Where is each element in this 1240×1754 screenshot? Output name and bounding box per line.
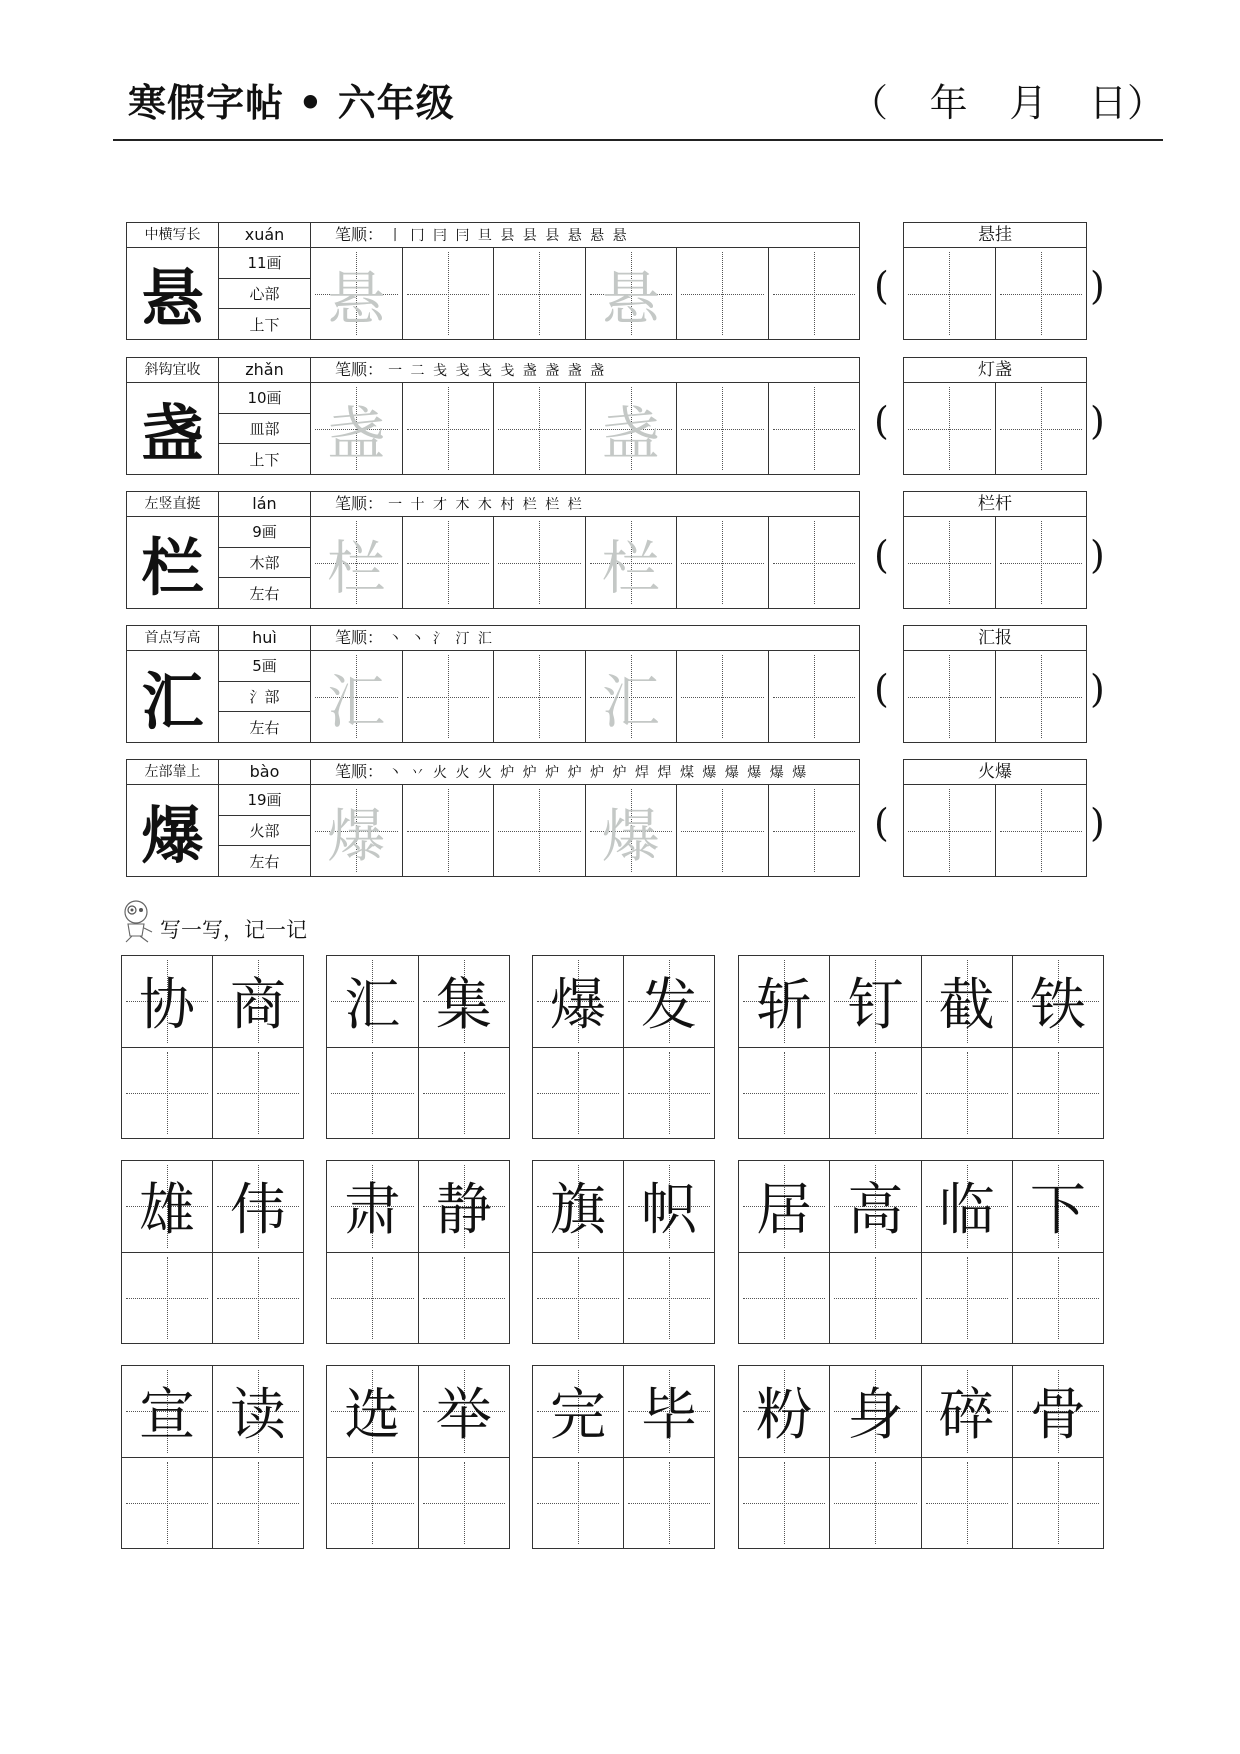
practice-column xyxy=(1013,1161,1103,1343)
practice-column xyxy=(830,1366,921,1548)
writing-cell[interactable] xyxy=(403,517,495,608)
radical: 氵部 xyxy=(219,682,310,713)
practice-column xyxy=(533,1161,624,1343)
writing-cell[interactable] xyxy=(533,1458,623,1549)
model-char: 斩 xyxy=(756,973,813,1039)
char-block xyxy=(126,222,860,340)
trace-char: 汇 xyxy=(601,667,660,736)
char-meta xyxy=(219,651,311,742)
model-char: 汇 xyxy=(344,973,401,1039)
model-cell xyxy=(739,1161,829,1253)
writing-cells xyxy=(311,248,859,339)
writing-cell[interactable] xyxy=(533,1253,623,1344)
stroke-order-label: 笔顺： xyxy=(335,628,384,647)
model-char: 协 xyxy=(139,973,195,1039)
practice-column xyxy=(122,956,213,1138)
writing-cell[interactable] xyxy=(624,1253,714,1344)
word-answer-box xyxy=(903,650,1087,743)
model-char: 盏 xyxy=(127,383,219,474)
stroke-sequence: 丶 丶 氵 汀 汇 xyxy=(388,631,494,647)
writing-cell[interactable] xyxy=(677,651,769,742)
writing-cell[interactable] xyxy=(311,517,403,608)
word-prompt: 灯盏 xyxy=(903,357,1087,382)
writing-cell[interactable] xyxy=(403,785,495,876)
model-char: 爆 xyxy=(550,973,606,1039)
word-answer-box xyxy=(903,382,1087,475)
practice-section-title: 写一写，记一记 xyxy=(160,918,307,942)
model-char: 雄 xyxy=(139,1178,195,1244)
writing-cell[interactable] xyxy=(213,1458,303,1549)
model-char: 帜 xyxy=(641,1178,697,1244)
model-cell xyxy=(533,956,623,1048)
practice-column xyxy=(830,956,921,1138)
writing-cell[interactable] xyxy=(586,785,678,876)
writing-cell[interactable] xyxy=(586,248,678,339)
model-cell xyxy=(922,1161,1012,1253)
practice-column xyxy=(419,1161,510,1343)
writing-cell[interactable] xyxy=(122,1048,212,1139)
writing-cell[interactable] xyxy=(904,248,996,339)
stroke-sequence: 丶 丷 火 火 火 炉 炉 炉 炉 炉 炉 焊 焊 煤 爆 爆 爆 爆 爆 xyxy=(388,765,809,781)
practice-word-group xyxy=(121,1365,304,1549)
model-char: 悬 xyxy=(127,248,219,339)
model-cell xyxy=(1013,1366,1103,1458)
practice-column xyxy=(327,1161,419,1343)
model-char: 旗 xyxy=(550,1178,606,1244)
practice-column xyxy=(739,956,830,1138)
writing-cell[interactable] xyxy=(996,248,1087,339)
practice-word-group xyxy=(326,1365,510,1549)
practice-column xyxy=(624,1161,714,1343)
char-meta xyxy=(219,517,311,608)
practice-word-group xyxy=(121,955,304,1139)
right-paren: ) xyxy=(1090,533,1105,577)
writing-cell[interactable] xyxy=(904,785,996,876)
word-answer-box xyxy=(903,247,1087,340)
char-meta xyxy=(219,785,311,876)
writing-cell[interactable] xyxy=(311,248,403,339)
model-char: 宣 xyxy=(139,1383,195,1449)
writing-cell[interactable] xyxy=(586,651,678,742)
char-meta xyxy=(219,248,311,339)
writing-cell[interactable] xyxy=(494,651,586,742)
stroke-order xyxy=(311,760,859,784)
writing-cell[interactable] xyxy=(327,1253,418,1344)
structure: 左右 xyxy=(249,584,280,603)
model-cell xyxy=(624,956,714,1048)
writing-cell[interactable] xyxy=(769,785,860,876)
date-month-label: 月 xyxy=(1009,81,1048,125)
stroke-count: 9画 xyxy=(219,517,310,548)
writing-cell[interactable] xyxy=(213,1048,303,1139)
stroke-order xyxy=(311,492,859,516)
stroke-count: 11画 xyxy=(219,248,310,279)
right-paren: ) xyxy=(1090,399,1105,443)
model-char: 汇 xyxy=(127,651,219,742)
date-day-label: 日） xyxy=(1088,81,1165,125)
writing-cell[interactable] xyxy=(769,651,860,742)
writing-cell[interactable] xyxy=(677,785,769,876)
model-char: 发 xyxy=(641,973,697,1039)
writing-cell[interactable] xyxy=(677,248,769,339)
radical: 木部 xyxy=(219,548,310,579)
model-char: 伟 xyxy=(230,1178,286,1244)
practice-word-group xyxy=(532,955,715,1139)
stroke-count: 10画 xyxy=(219,383,310,414)
writing-cell[interactable] xyxy=(311,651,403,742)
writing-cell[interactable] xyxy=(677,517,769,608)
writing-cell[interactable] xyxy=(769,383,860,474)
model-char: 完 xyxy=(550,1383,606,1449)
writing-cell[interactable] xyxy=(996,383,1087,474)
model-cell xyxy=(739,956,829,1048)
model-cell xyxy=(624,1161,714,1253)
left-paren: ( xyxy=(874,533,889,577)
practice-column xyxy=(419,1366,510,1548)
writing-cell[interactable] xyxy=(419,1048,510,1139)
model-cell xyxy=(533,1161,623,1253)
writing-cell[interactable] xyxy=(494,785,586,876)
practice-column xyxy=(1013,956,1103,1138)
writing-cell[interactable] xyxy=(739,1048,829,1139)
practice-column xyxy=(419,956,510,1138)
writing-tip: 左竖直挺 xyxy=(127,492,219,516)
practice-column xyxy=(922,956,1013,1138)
stroke-sequence: 一 二 戋 戋 戋 戋 盏 盏 盏 盏 xyxy=(388,363,607,379)
writing-cell[interactable] xyxy=(494,248,586,339)
stroke-order-label: 笔顺： xyxy=(335,494,384,513)
writing-cell[interactable] xyxy=(904,517,996,608)
model-char: 下 xyxy=(1029,1178,1086,1244)
writing-cell[interactable] xyxy=(1013,1458,1103,1549)
writing-cells xyxy=(311,383,859,474)
writing-cell[interactable] xyxy=(624,1048,714,1139)
stroke-order xyxy=(311,223,859,247)
model-cell xyxy=(1013,1161,1103,1253)
practice-column xyxy=(922,1161,1013,1343)
practice-word-group xyxy=(326,1160,510,1344)
writing-cell[interactable] xyxy=(922,1048,1012,1139)
practice-column xyxy=(327,956,419,1138)
trace-char: 悬 xyxy=(327,264,386,333)
model-cell xyxy=(922,956,1012,1048)
practice-column xyxy=(739,1161,830,1343)
practice-column xyxy=(1013,1366,1103,1548)
writing-tip: 首点写高 xyxy=(127,626,219,650)
practice-column xyxy=(739,1366,830,1548)
writing-cell[interactable] xyxy=(419,1458,510,1549)
right-paren: ) xyxy=(1090,801,1105,845)
word-prompt: 栏杆 xyxy=(903,491,1087,516)
model-char: 爆 xyxy=(127,785,219,876)
mascot-icon xyxy=(118,898,158,946)
practice-word-group xyxy=(532,1365,715,1549)
model-char: 截 xyxy=(938,973,995,1039)
practice-word-group xyxy=(738,1365,1104,1549)
structure: 左右 xyxy=(249,852,280,871)
model-char: 静 xyxy=(435,1178,492,1244)
structure: 上下 xyxy=(249,315,280,334)
model-cell xyxy=(533,1366,623,1458)
model-char: 粉 xyxy=(756,1383,813,1449)
word-prompt: 汇报 xyxy=(903,625,1087,650)
practice-word-group xyxy=(738,955,1104,1139)
page-title: 寒假字帖 • 六年级 xyxy=(128,80,455,125)
stroke-count: 5画 xyxy=(219,651,310,682)
writing-tip: 斜钩宜收 xyxy=(127,358,219,382)
trace-char: 盏 xyxy=(601,399,660,468)
writing-cell[interactable] xyxy=(769,517,860,608)
writing-cell[interactable] xyxy=(739,1253,829,1344)
stroke-order-label: 笔顺： xyxy=(335,762,384,781)
practice-word-group xyxy=(326,955,510,1139)
model-cell xyxy=(830,1366,920,1458)
model-cell xyxy=(624,1366,714,1458)
writing-cell[interactable] xyxy=(904,383,996,474)
writing-cell[interactable] xyxy=(327,1048,418,1139)
word-prompt: 火爆 xyxy=(903,759,1087,784)
trace-char: 栏 xyxy=(601,533,660,602)
stroke-order xyxy=(311,358,859,382)
practice-column xyxy=(327,1366,419,1548)
practice-column xyxy=(922,1366,1013,1548)
writing-cell[interactable] xyxy=(403,383,495,474)
writing-cell[interactable] xyxy=(624,1458,714,1549)
right-paren: ) xyxy=(1090,667,1105,711)
structure: 左右 xyxy=(249,718,280,737)
model-char: 身 xyxy=(847,1383,904,1449)
model-cell xyxy=(419,1366,510,1458)
writing-cell[interactable] xyxy=(830,1458,920,1549)
model-cell xyxy=(122,956,212,1048)
stroke-order xyxy=(311,626,859,650)
writing-cell[interactable] xyxy=(403,651,495,742)
writing-cell[interactable] xyxy=(1013,1048,1103,1139)
model-cell xyxy=(327,956,418,1048)
char-meta xyxy=(219,383,311,474)
practice-word-group xyxy=(121,1160,304,1344)
model-char: 集 xyxy=(435,973,492,1039)
model-char: 举 xyxy=(435,1383,492,1449)
practice-section-heading xyxy=(118,898,307,946)
model-char: 选 xyxy=(344,1383,401,1449)
left-paren: ( xyxy=(874,264,889,308)
radical: 心部 xyxy=(219,279,310,310)
writing-cell[interactable] xyxy=(403,248,495,339)
writing-cell[interactable] xyxy=(122,1253,212,1344)
pinyin: bào xyxy=(219,760,311,784)
practice-column xyxy=(122,1161,213,1343)
model-char: 铁 xyxy=(1029,973,1086,1039)
char-block xyxy=(126,357,860,475)
model-cell xyxy=(122,1161,212,1253)
writing-cell[interactable] xyxy=(419,1253,510,1344)
model-char: 碎 xyxy=(938,1383,995,1449)
model-cell xyxy=(213,1161,303,1253)
right-paren: ) xyxy=(1090,264,1105,308)
model-cell xyxy=(122,1366,212,1458)
trace-char: 盏 xyxy=(327,399,386,468)
writing-tip: 中横写长 xyxy=(127,223,219,247)
writing-cell[interactable] xyxy=(996,517,1087,608)
writing-cell[interactable] xyxy=(494,383,586,474)
writing-cell[interactable] xyxy=(122,1458,212,1549)
practice-column xyxy=(830,1161,921,1343)
char-block xyxy=(126,625,860,743)
writing-cells xyxy=(311,785,859,876)
practice-word-group xyxy=(738,1160,1104,1344)
left-paren: ( xyxy=(874,801,889,845)
model-char: 读 xyxy=(230,1383,286,1449)
practice-column xyxy=(122,1366,213,1548)
writing-cell[interactable] xyxy=(533,1048,623,1139)
practice-column xyxy=(533,1366,624,1548)
model-char: 高 xyxy=(847,1178,904,1244)
model-cell xyxy=(830,956,920,1048)
trace-char: 爆 xyxy=(327,801,386,870)
model-char: 钉 xyxy=(847,973,904,1039)
pinyin: huì xyxy=(219,626,311,650)
trace-char: 栏 xyxy=(327,533,386,602)
writing-cells xyxy=(311,651,859,742)
writing-cell[interactable] xyxy=(739,1458,829,1549)
stroke-order-label: 笔顺： xyxy=(335,225,384,244)
date-year-label: 年 xyxy=(929,81,968,125)
word-prompt: 悬挂 xyxy=(903,222,1087,247)
trace-char: 爆 xyxy=(601,801,660,870)
model-char: 骨 xyxy=(1029,1383,1086,1449)
writing-cell[interactable] xyxy=(996,785,1087,876)
header-divider xyxy=(113,139,1163,141)
writing-cell[interactable] xyxy=(494,517,586,608)
writing-cell[interactable] xyxy=(213,1253,303,1344)
model-cell xyxy=(922,1366,1012,1458)
date-open: （ xyxy=(850,81,889,125)
structure: 上下 xyxy=(249,450,280,469)
char-block xyxy=(126,491,860,609)
left-paren: ( xyxy=(874,399,889,443)
writing-cells xyxy=(311,517,859,608)
writing-cell[interactable] xyxy=(904,651,996,742)
radical: 皿部 xyxy=(219,414,310,445)
writing-cell[interactable] xyxy=(311,785,403,876)
practice-column xyxy=(213,1366,303,1548)
stroke-order-label: 笔顺： xyxy=(335,360,384,379)
writing-cell[interactable] xyxy=(922,1253,1012,1344)
writing-cell[interactable] xyxy=(830,1253,920,1344)
left-paren: ( xyxy=(874,667,889,711)
model-cell xyxy=(327,1161,418,1253)
date-field xyxy=(850,72,1165,127)
writing-cell[interactable] xyxy=(677,383,769,474)
writing-tip: 左部靠上 xyxy=(127,760,219,784)
writing-cell[interactable] xyxy=(830,1048,920,1139)
writing-cell[interactable] xyxy=(586,383,678,474)
trace-char: 汇 xyxy=(327,667,386,736)
model-char: 居 xyxy=(756,1178,813,1244)
practice-column xyxy=(213,956,303,1138)
writing-cell[interactable] xyxy=(922,1458,1012,1549)
writing-cell[interactable] xyxy=(996,651,1087,742)
model-char: 栏 xyxy=(127,517,219,608)
model-char: 肃 xyxy=(344,1178,401,1244)
model-cell xyxy=(213,1366,303,1458)
practice-column xyxy=(624,956,714,1138)
stroke-sequence: 一 十 才 木 木 村 栏 栏 栏 xyxy=(388,497,584,513)
model-cell xyxy=(739,1366,829,1458)
model-cell xyxy=(213,956,303,1048)
stroke-sequence: 丨 冂 冃 冃 旦 县 县 县 悬 悬 悬 xyxy=(388,228,629,244)
word-answer-box xyxy=(903,784,1087,877)
model-cell xyxy=(830,1161,920,1253)
model-cell xyxy=(1013,956,1103,1048)
char-block xyxy=(126,759,860,877)
model-cell xyxy=(327,1366,418,1458)
model-char: 毕 xyxy=(641,1383,697,1449)
pinyin: lán xyxy=(219,492,311,516)
practice-column xyxy=(213,1161,303,1343)
word-answer-box xyxy=(903,516,1087,609)
pinyin: xuán xyxy=(219,223,311,247)
writing-cell[interactable] xyxy=(1013,1253,1103,1344)
writing-cell[interactable] xyxy=(311,383,403,474)
practice-column xyxy=(624,1366,714,1548)
radical: 火部 xyxy=(219,816,310,847)
pinyin: zhǎn xyxy=(219,358,311,382)
stroke-count: 19画 xyxy=(219,785,310,816)
practice-column xyxy=(533,956,624,1138)
writing-cell[interactable] xyxy=(769,248,860,339)
model-char: 临 xyxy=(938,1178,995,1244)
trace-char: 悬 xyxy=(601,264,660,333)
practice-word-group xyxy=(532,1160,715,1344)
model-cell xyxy=(419,956,510,1048)
model-cell xyxy=(419,1161,510,1253)
model-char: 商 xyxy=(230,973,286,1039)
writing-cell[interactable] xyxy=(327,1458,418,1549)
writing-cell[interactable] xyxy=(586,517,678,608)
